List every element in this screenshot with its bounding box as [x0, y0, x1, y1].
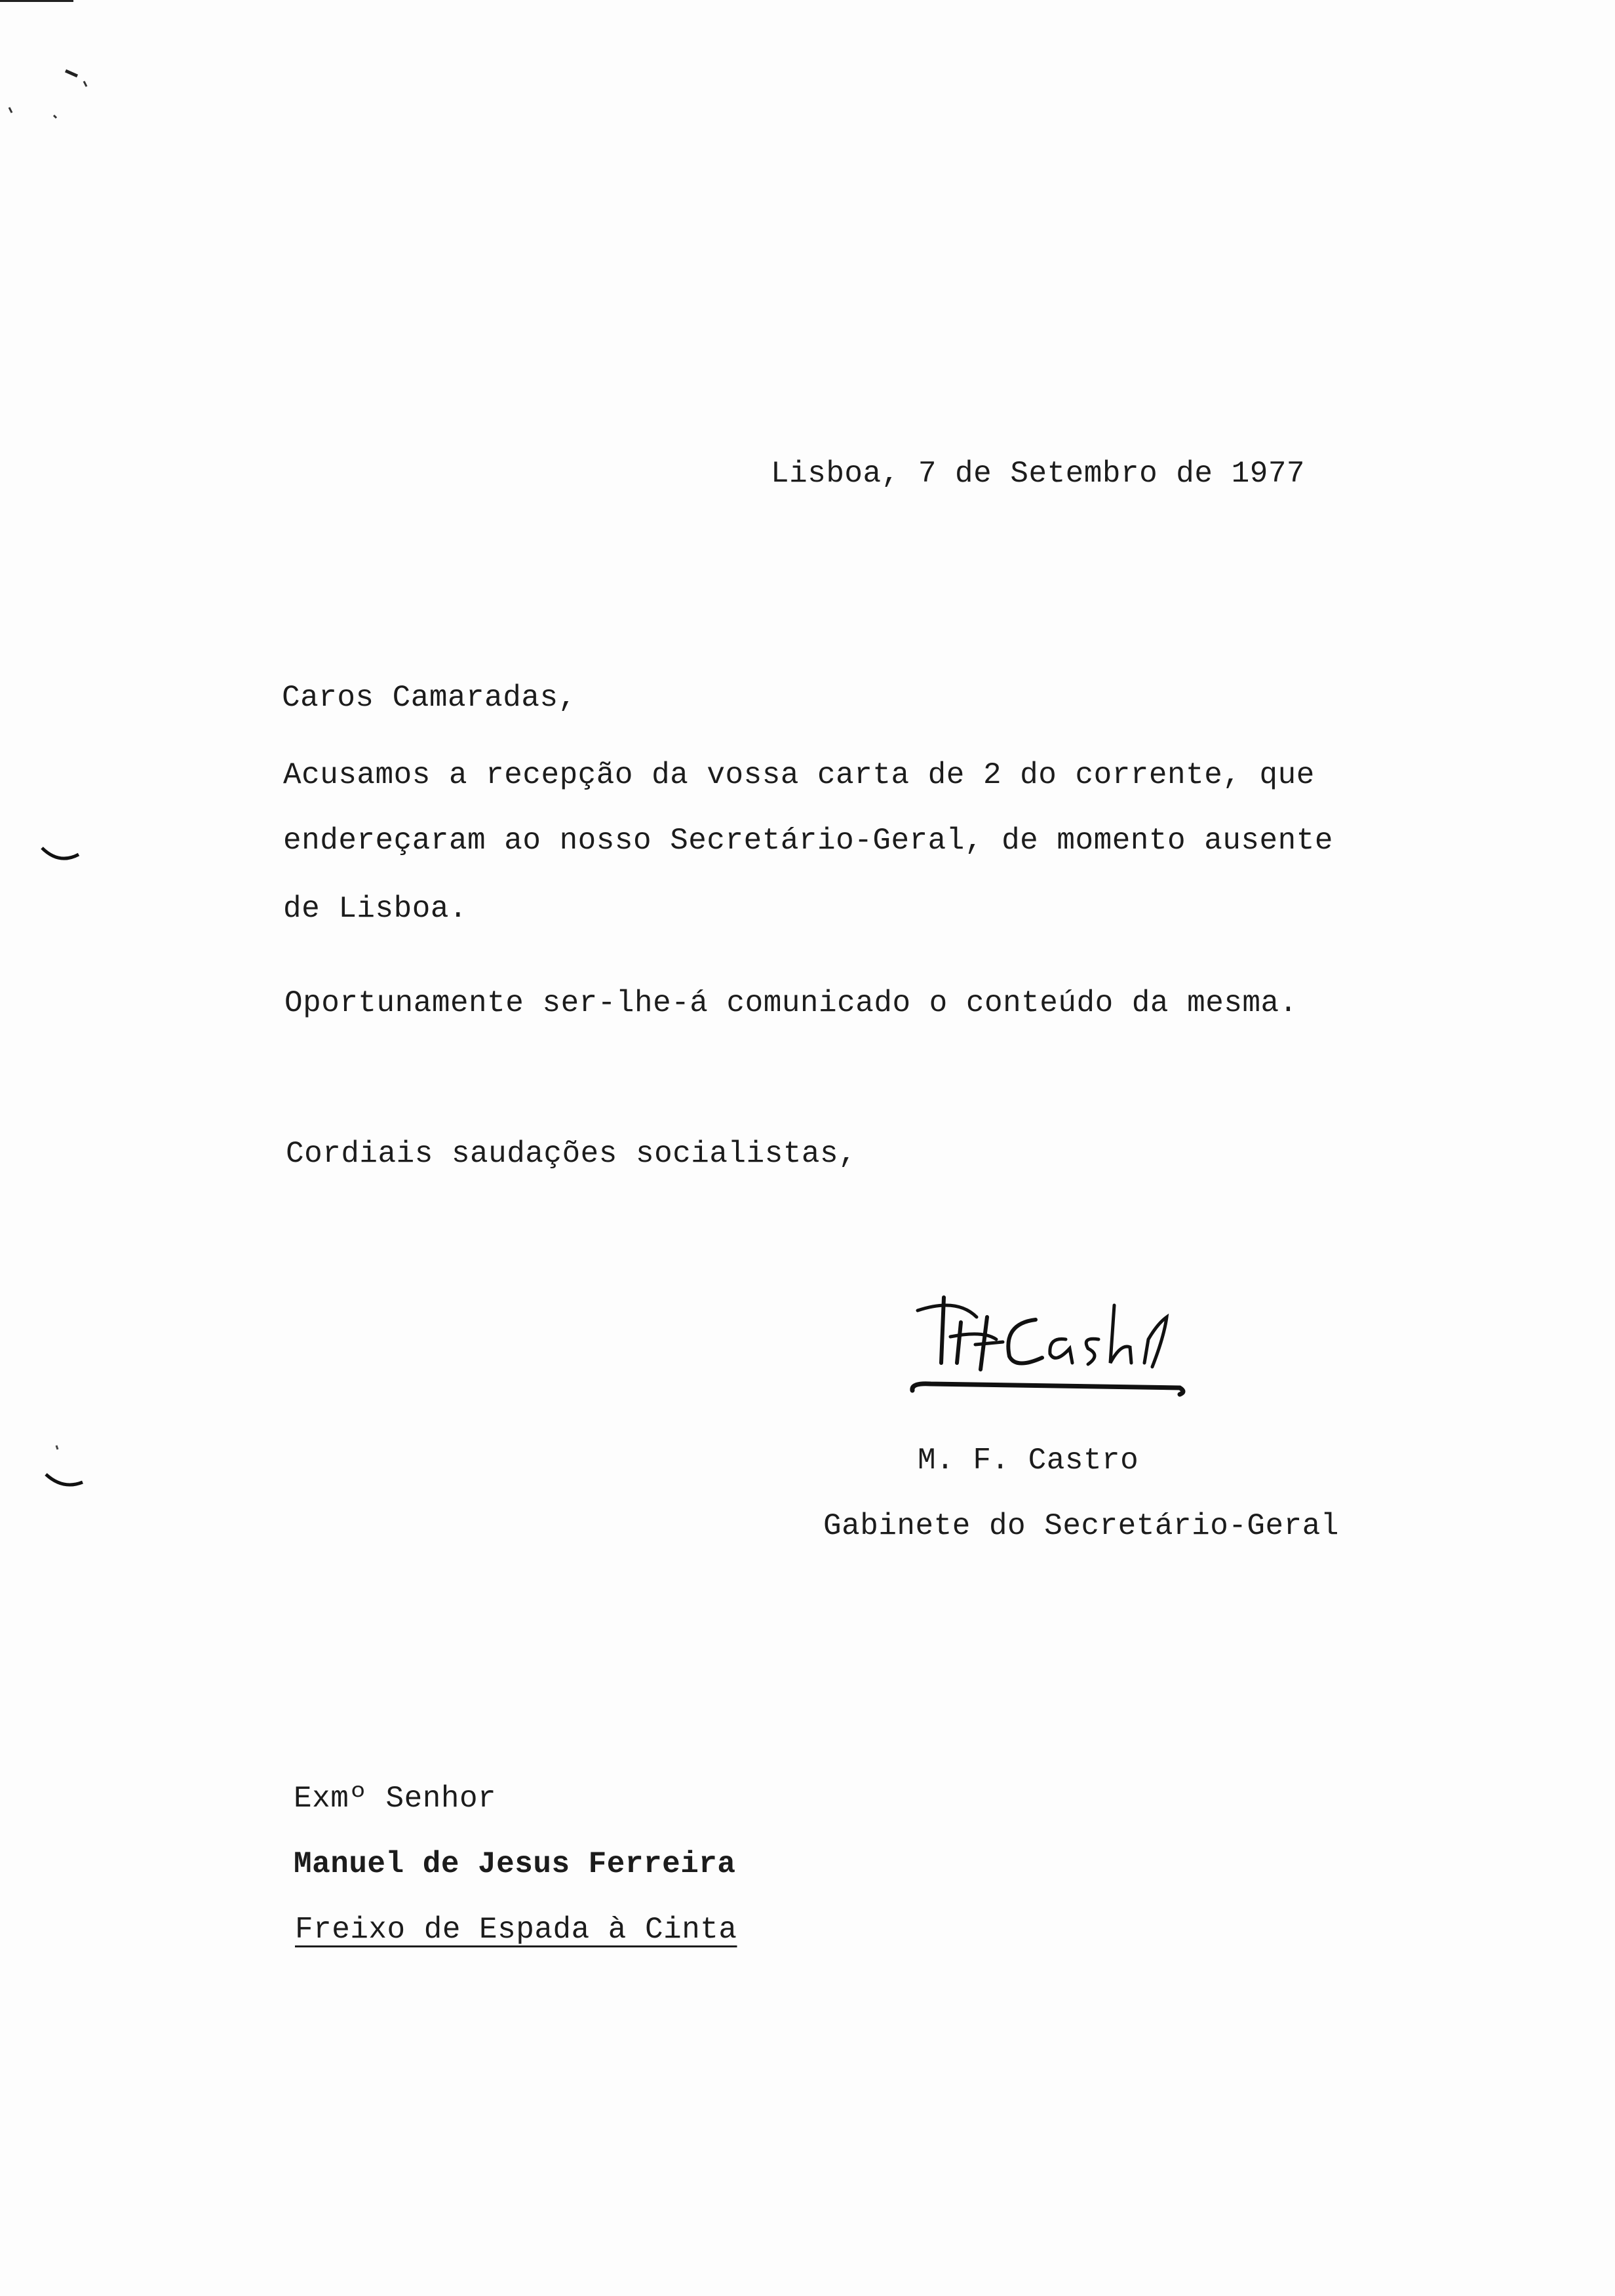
signer-title: Gabinete do Secretário-Geral [823, 1509, 1339, 1543]
scan-marks-left [0, 0, 131, 1573]
salutation: Caros Camaradas, [282, 681, 577, 715]
body-line-2: endereçaram ao nosso Secretário-Geral, de momento ausente [283, 824, 1333, 858]
closing: Cordiais saudações socialistas, [286, 1137, 857, 1171]
body-line-1: Acusamos a recepção da vossa carta de 2 do corrente, que [283, 758, 1315, 792]
body-line-3: de Lisboa. [283, 892, 468, 926]
body-paragraph-2: Oportunamente ser-lhe-á comunicado o conteúdo da mesma. [284, 986, 1298, 1020]
signer-name: M. F. Castro [918, 1444, 1139, 1478]
recipient-place: Freixo de Espada à Cinta [295, 1913, 737, 1947]
recipient-honorific: Exmº Senhor [294, 1782, 497, 1816]
handwritten-signature [905, 1271, 1206, 1415]
recipient-name: Manuel de Jesus Ferreira [294, 1847, 736, 1881]
letter-date: Lisboa, 7 de Setembro de 1977 [771, 457, 1306, 491]
